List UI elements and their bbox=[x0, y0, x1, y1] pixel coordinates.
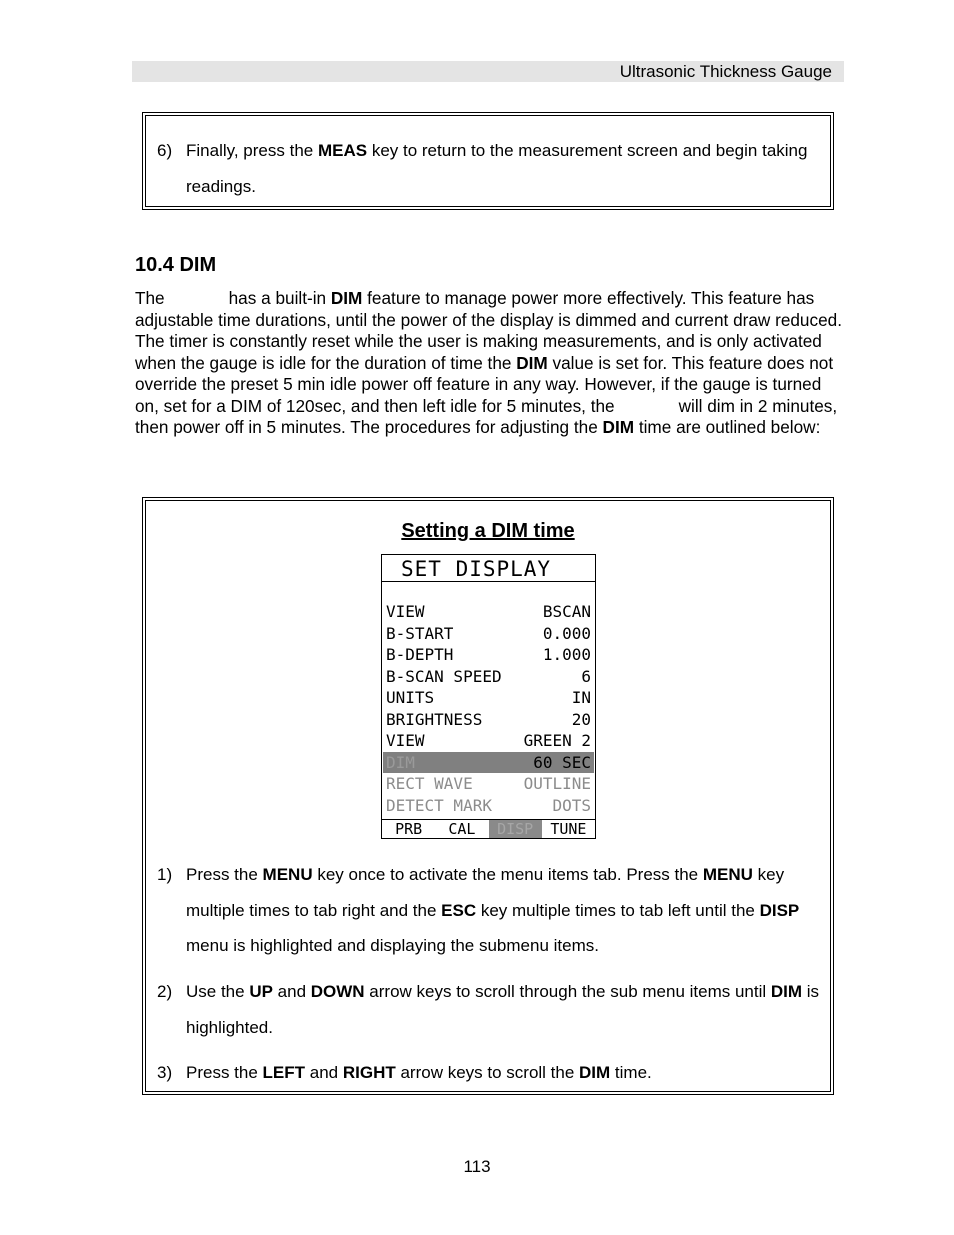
procedure-box bbox=[142, 497, 834, 1095]
menu-item-dim[interactable] bbox=[383, 752, 594, 774]
menu-item-view[interactable] bbox=[383, 730, 594, 752]
menu-item-label: RECT WAVE bbox=[386, 774, 473, 793]
menu-tabs bbox=[382, 819, 595, 838]
menu-item-value: IN bbox=[571, 688, 591, 707]
tab-prb[interactable]: PRB bbox=[395, 820, 423, 838]
tab-disp[interactable]: DISP bbox=[489, 820, 542, 838]
menu-item-value: 20 bbox=[571, 709, 591, 729]
menu-item-value: DOTS bbox=[552, 795, 591, 815]
tab-tune[interactable]: TUNE bbox=[550, 820, 587, 838]
step-number: 2) bbox=[157, 982, 173, 1001]
menu-item-label: UNITS bbox=[386, 688, 435, 707]
page-number: 113 bbox=[463, 1157, 491, 1176]
menu-item-b-depth[interactable] bbox=[383, 644, 594, 666]
device-screen bbox=[381, 554, 596, 839]
step-2 bbox=[157, 974, 821, 1045]
step-text: Press the MENU key once to activate the menu items tab. Press the MENU key multiple times to tab right and the ESC key multiple times to tab left until the DISP menu is highlighted and displaying the submenu items. bbox=[186, 865, 800, 955]
menu-item-value: GREEN 2 bbox=[523, 731, 591, 750]
step-1 bbox=[157, 857, 821, 964]
menu-item-value: 1.000 bbox=[542, 645, 591, 664]
menu-item-label: VIEW bbox=[386, 602, 425, 621]
tab-cal[interactable]: CAL bbox=[448, 820, 476, 838]
running-header bbox=[132, 61, 844, 82]
header-title: Ultrasonic Thickness Gauge bbox=[619, 62, 832, 81]
step-6 bbox=[157, 133, 821, 204]
step-number: 1) bbox=[157, 865, 173, 884]
menu-item-label: DIM bbox=[386, 752, 415, 772]
step-text: Use the UP and DOWN arrow keys to scroll through the sub menu items until DIM is highlighted. bbox=[186, 982, 820, 1037]
step-number: 6) bbox=[157, 141, 173, 160]
figure-title: Setting a DIM time bbox=[401, 520, 575, 542]
menu-item-value: BSCAN bbox=[542, 602, 591, 621]
screen-title: SET DISPLAY bbox=[382, 555, 595, 582]
menu-item-value: 6 bbox=[581, 666, 591, 686]
step-text: Press the LEFT and RIGHT arrow keys to scroll the DIM time. bbox=[186, 1063, 652, 1082]
section-heading: 10.4 DIM bbox=[135, 254, 217, 276]
menu-item-value: 60 SEC bbox=[533, 752, 591, 772]
menu-item-b-start[interactable] bbox=[383, 623, 594, 645]
menu-item-label: B-START bbox=[386, 623, 454, 643]
menu-item-label: DETECT MARK bbox=[386, 795, 492, 815]
menu-item-detect-mark[interactable] bbox=[383, 795, 594, 817]
menu-item-rect-wave[interactable] bbox=[383, 773, 594, 795]
menu-item-value: OUTLINE bbox=[523, 774, 591, 793]
menu-item-label: VIEW bbox=[386, 731, 425, 750]
menu-item-value: 0.000 bbox=[542, 623, 591, 643]
section-body: The has a built-in DIM feature to manage power more effectively. This feature has adjustable time durations, until the power of the display is dimmed and current draw reduced. The timer is constantly reset while the user is making measurements, and is only activated when the gauge is idle for the duration of time the DIM value is set for. This feature does not override the preset 5 min idle power off feature in any way. However, if the gauge is turned on, set for a DIM of 120sec, and then left idle for 5 minutes, the will dim in 2 minutes, then power off in 5 minutes. The procedures for adjusting the DIM time are outlined below: bbox=[135, 288, 842, 437]
menu-item-units[interactable] bbox=[383, 687, 594, 709]
menu-item-label: BRIGHTNESS bbox=[386, 709, 483, 729]
step-text: Finally, press the MEAS key to return to the measurement screen and begin taking readings. bbox=[186, 141, 808, 196]
menu-item-label: B-DEPTH bbox=[386, 645, 454, 664]
menu-item-view[interactable] bbox=[383, 601, 594, 623]
step-6-box bbox=[142, 112, 834, 210]
step-3 bbox=[157, 1055, 821, 1091]
menu-item-brightness[interactable] bbox=[383, 709, 594, 731]
menu-list bbox=[383, 601, 594, 816]
menu-item-b-scan-speed[interactable] bbox=[383, 666, 594, 688]
menu-item-label: B-SCAN SPEED bbox=[386, 666, 502, 686]
step-number: 3) bbox=[157, 1063, 173, 1082]
